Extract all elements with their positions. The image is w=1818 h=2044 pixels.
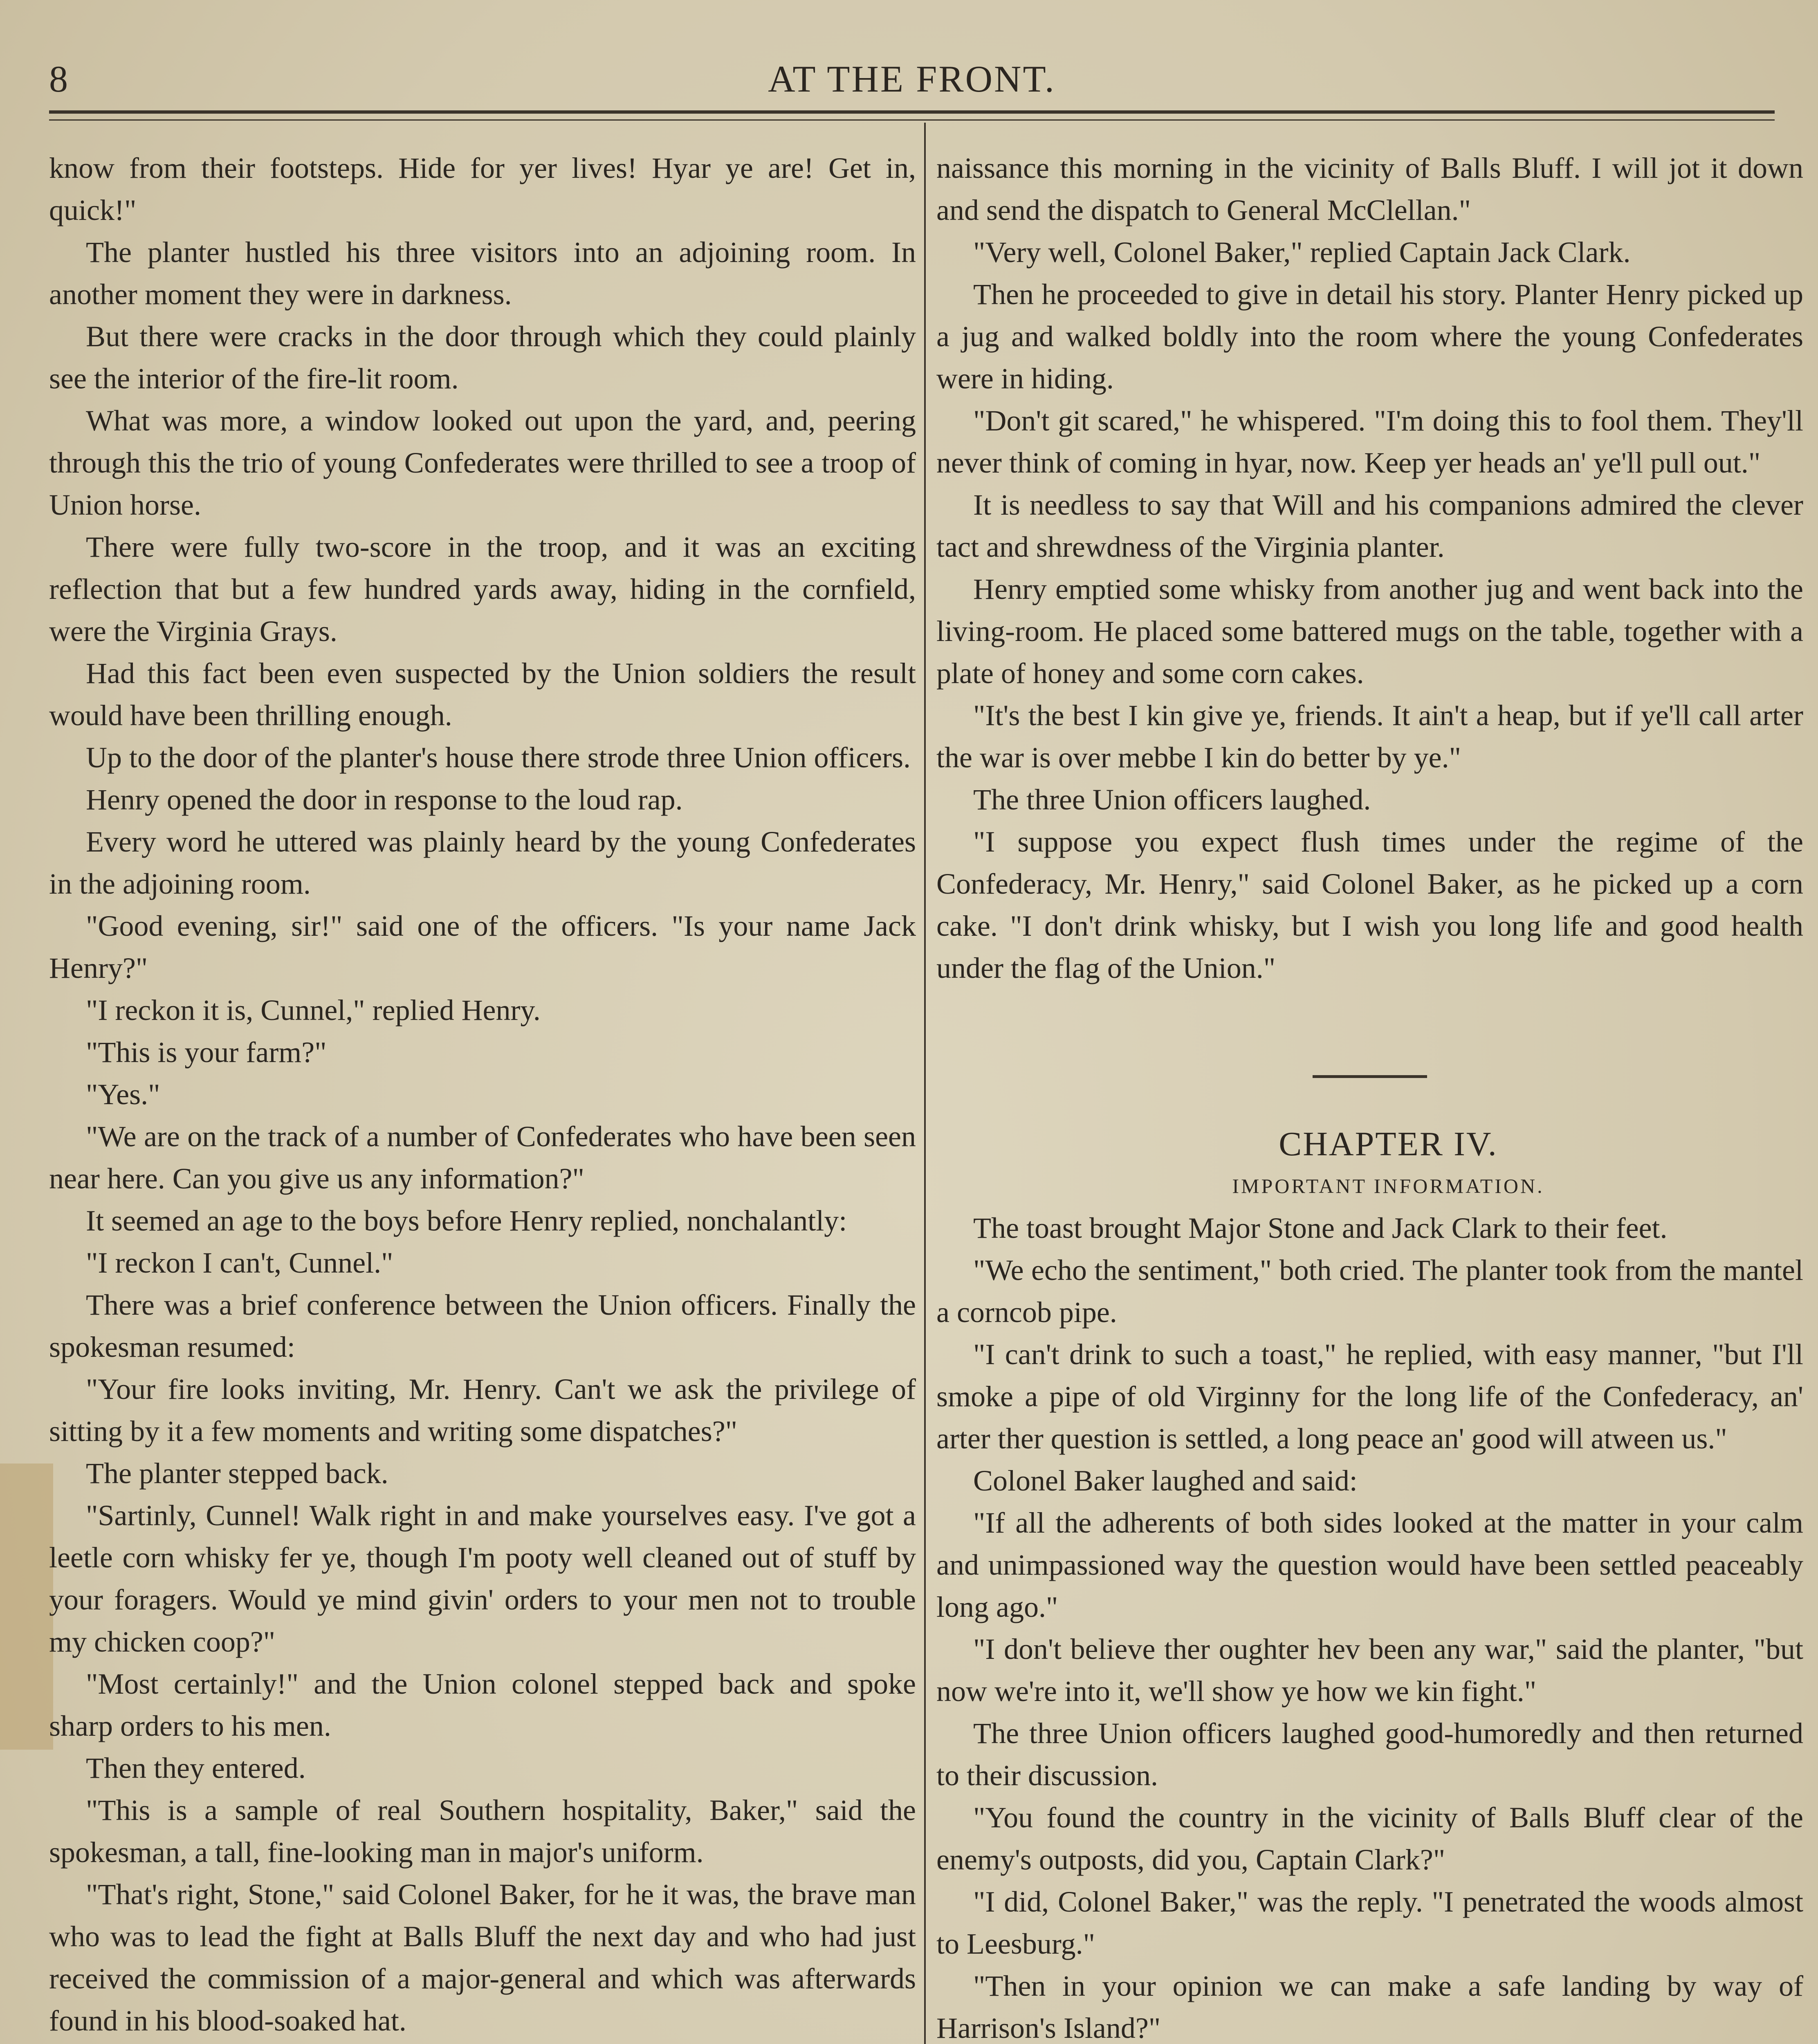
paragraph: "Your fire looks inviting, Mr. Henry. Can't we ask the privilege of sitting by it a few moments and writing some dispatches?" <box>49 1373 916 1448</box>
paragraph: "You found the country in the vicinity of Balls Bluff clear of the enemy's outposts, did you, Captain Clark?" <box>936 1801 1803 1876</box>
paragraph: Colonel Baker laughed and said: <box>973 1464 1358 1497</box>
running-head: AT THE FRONT. <box>768 58 1056 100</box>
paragraph: But there were cracks in the door through which they could plainly see the interior of the fire-lit room. <box>49 320 916 395</box>
paragraph: The three Union officers laughed good-humoredly and then returned to their discussion. <box>936 1717 1803 1792</box>
paragraph: There was a brief conference between the Union officers. Finally the spokesman resumed: <box>49 1289 916 1363</box>
paragraph: "Don't git scared," he whispered. "I'm doing this to fool them. They'll never think of coming in hyar, now. Keep yer heads an' ye'll pull out." <box>936 404 1803 479</box>
page-header <box>49 45 1775 106</box>
paragraph: The planter hustled his three visitors into an adjoining room. In another moment they were in darkness. <box>49 236 916 311</box>
paragraph: Henry opened the door in response to the loud rap. <box>86 783 683 816</box>
right-column-top <box>936 147 1803 989</box>
paragraph: "That's right, Stone," said Colonel Baker, for he it was, the brave man who was to lead the fight at Balls Bluff the next day and who had just received the commission of a major-general and which was afterwards found in his blood-soaked hat. <box>49 1878 916 2037</box>
paragraph: naissance this morning in the vicinity of Balls Bluff. I will jot it down and send the dispatch to General McClellan." <box>936 152 1803 226</box>
paragraph: "Sartinly, Cunnel! Walk right in and make yourselves easy. I've got a leetle corn whisky fer ye, though I'm pooty well cleaned out of stuff by your foragers. Would ye mind givin' orders to your men not to trouble my chicken coop?" <box>49 1499 916 1658</box>
paragraph: "I reckon it is, Cunnel," replied Henry. <box>86 994 541 1026</box>
paragraph: "It's the best I kin give ye, friends. It ain't a heap, but if ye'll call arter the war is over mebbe I kin do better by ye." <box>936 699 1803 774</box>
paragraph: Henry emptied some whisky from another jug and went back into the living-room. He placed some battered mugs on the table, together with a plate of honey and some corn cakes. <box>936 573 1803 690</box>
paragraph: "Then in your opinion we can make a safe landing by way of Harrison's Island?" <box>936 1970 1803 2044</box>
right-column <box>936 147 1803 2044</box>
page-number: 8 <box>49 58 68 100</box>
paragraph: It seemed an age to the boys before Henry replied, nonchalantly: <box>86 1204 847 1237</box>
paragraph: There were fully two-score in the troop, and it was an exciting reflection that but a few hundred yards away, hiding in the cornfield, were the Virginia Grays. <box>49 531 916 648</box>
paragraph: Then they entered. <box>86 1752 306 1784</box>
paragraph: "We echo the sentiment," both cried. The planter took from the mantel a corncob pipe. <box>936 1254 1803 1329</box>
paragraph: "If all the adherents of both sides looked at the matter in your calm and unimpassioned way the question would have been settled peaceably long ago." <box>936 1506 1803 1623</box>
paragraph: know from their footsteps. Hide for yer lives! Hyar ye are! Get in, quick!" <box>49 152 916 226</box>
header-rule-thin <box>49 119 1775 121</box>
paragraph: "This is a sample of real Southern hospitality, Baker," said the spokesman, a tall, fine-looking man in major's uniform. <box>49 1794 916 1869</box>
paragraph: "Most certainly!" and the Union colonel stepped back and spoke sharp orders to his men. <box>49 1667 916 1742</box>
paragraph: "Yes." <box>86 1078 160 1111</box>
paragraph <box>49 2042 916 2044</box>
header-rule <box>49 110 1775 114</box>
paragraph: Then he proceeded to give in detail his story. Planter Henry picked up a jug and walked boldly into the room where the young Confederates were in hiding. <box>936 278 1803 395</box>
paragraph: "I reckon I can't, Cunnel." <box>86 1246 393 1279</box>
paragraph: Had this fact been even suspected by the Union soldiers the result would have been thrilling enough. <box>49 657 916 732</box>
paragraph: "I did, Colonel Baker," was the reply. "I penetrated the woods almost to Leesburg." <box>936 1885 1803 1960</box>
paragraph: The toast brought Major Stone and Jack Clark to their feet. <box>973 1212 1668 1244</box>
paragraph: "This is your farm?" <box>86 1036 327 1069</box>
paragraph: "I suppose you expect flush times under the regime of the Confederacy, Mr. Henry," said Colonel Baker, as he picked up a corn cake. "I don't drink whisky, but I wish you long life and good health under the flag of the Union." <box>936 825 1803 984</box>
chapter-title: CHAPTER IV. <box>1279 1125 1498 1163</box>
paragraph: "We are on the track of a number of Confederates who have been seen near here. Can you give us any information?" <box>49 1120 916 1195</box>
column-divider <box>924 123 926 2044</box>
paragraph: What was more, a window looked out upon the yard, and, peering through this the trio of young Confederates were thrilled to see a troop of Union horse. <box>49 404 916 521</box>
paragraph: "I don't believe ther oughter hev been any war," said the planter, "but now we're into it, we'll show ye how we kin fight." <box>936 1633 1803 1708</box>
paragraph: "Good evening, sir!" said one of the officers. "Is your name Jack Henry?" <box>49 910 916 984</box>
paragraph: Every word he uttered was plainly heard by the young Confederates in the adjoining room. <box>49 825 916 900</box>
chapter-subtitle: IMPORTANT INFORMATION. <box>1232 1174 1544 1197</box>
paragraph: The planter stepped back. <box>86 1457 388 1490</box>
paragraph: Up to the door of the planter's house there strode three Union officers. <box>86 741 911 774</box>
right-column-bottom <box>936 1207 1803 2044</box>
paper-stain <box>0 1464 53 1750</box>
paragraph: It is needless to say that Will and his companions admired the clever tact and shrewdness of the Virginia planter. <box>936 489 1803 563</box>
left-column <box>49 147 916 2044</box>
chapter-separator <box>1313 1075 1427 1078</box>
paragraph: The three Union officers laughed. <box>973 783 1371 816</box>
paragraph: "I can't drink to such a toast," he replied, with easy manner, "but I'll smoke a pipe of old Virginny for the long life of the Confederacy, an' arter ther question is settled, a long peace an' good will atween us." <box>936 1338 1803 1455</box>
paragraph: "Very well, Colonel Baker," replied Captain Jack Clark. <box>973 236 1631 269</box>
